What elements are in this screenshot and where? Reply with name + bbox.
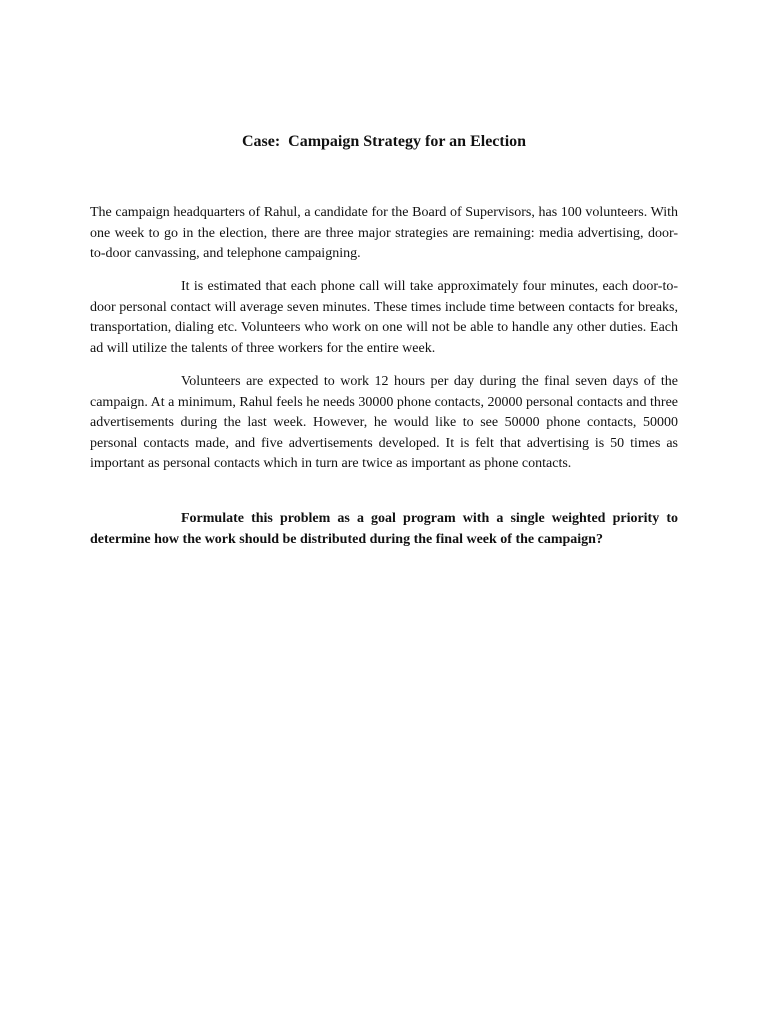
- paragraph-question: Formulate this problem as a goal program with a single weighted priority to determine how the work should be distributed during the final week of the campaign?: [90, 511, 678, 547]
- paragraph-time-estimates: It is estimated that each phone call will take approximately four minutes, each door-to-door personal contact will average seven minutes. These times include time between contacts for breaks, transportation, dialing etc. Volunteers who work on one will not be able to handle any other duties. Each ad will utilize the talents of three workers for the entire week.: [90, 279, 678, 356]
- paragraph-intro: The campaign headquarters of Rahul, a candidate for the Board of Supervisors, has 100 volunteers. With one week to go in the election, there are three major strategies are remaining: media advertising, door-to-door canvassing, and telephone campaigning.: [90, 205, 678, 261]
- document-title: Case: Campaign Strategy for an Election: [241, 133, 527, 150]
- paragraph-goals: Volunteers are expected to work 12 hours per day during the final seven days of the campaign. At a minimum, Rahul feels he needs 30000 phone contacts, 20000 personal contacts and three advertisements during the last week. However, he would like to see 50000 phone contacts, 50000 personal contacts made, and five advertisements developed. It is felt that advertising is 50 times as important as personal contacts which in turn are twice as important as phone contacts.: [90, 374, 678, 471]
